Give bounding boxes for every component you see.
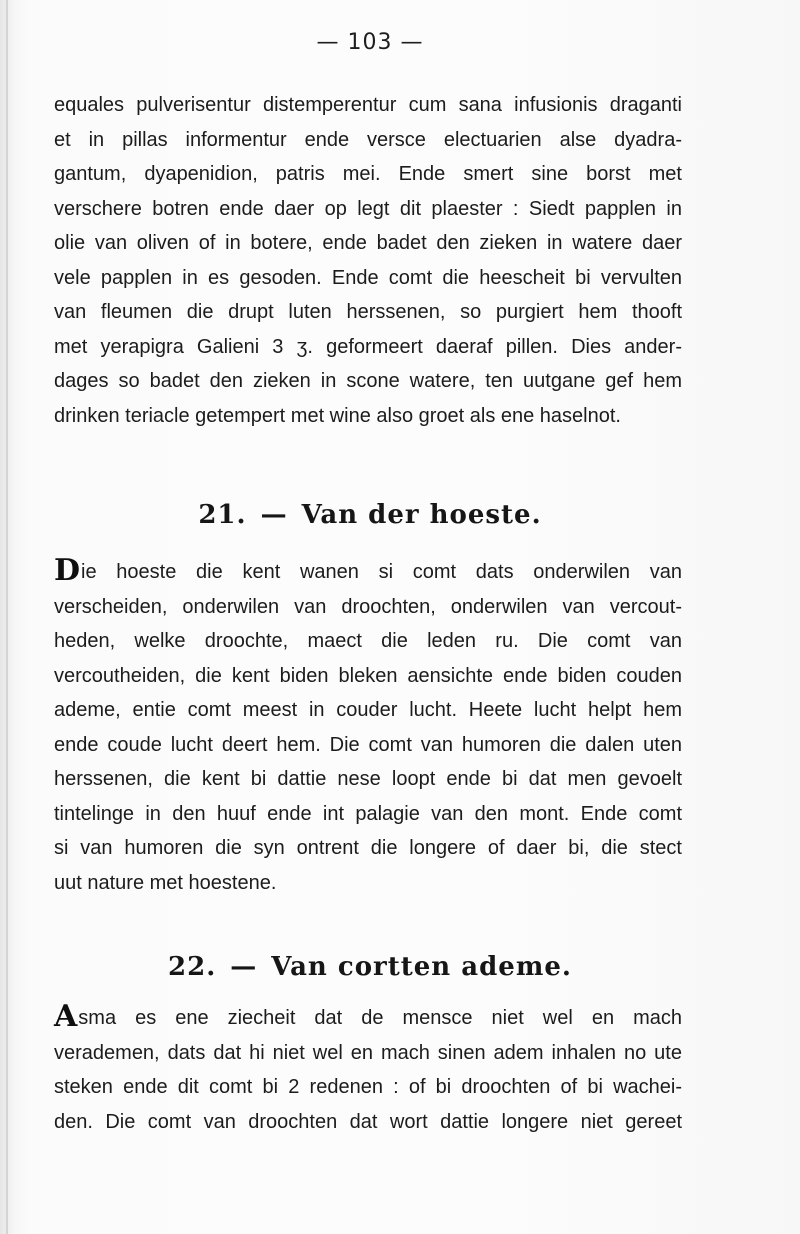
text-line: uut nature met hoestene. bbox=[54, 871, 277, 894]
ornamental-initial: D bbox=[54, 553, 81, 588]
page-number: — 103 — bbox=[316, 30, 424, 55]
paragraph-continued bbox=[54, 88, 682, 433]
text-line: van fleumen die drupt luten herssenen, so purgiert hem thooft bbox=[54, 301, 682, 323]
text-line: verscheiden, onderwilen van droochten, onderwilen van vercout- bbox=[54, 595, 682, 618]
section-title: Van der hoeste. bbox=[301, 500, 542, 530]
text-line: verschere botren ende daer op legt dit plaester : Siedt papplen in bbox=[54, 197, 682, 220]
text-line: vercoutheiden, die kent biden bleken aensichte ende biden couden bbox=[54, 664, 682, 687]
section-title: Van cortten ademe. bbox=[271, 952, 572, 982]
section-body-21 bbox=[54, 555, 682, 900]
section-number: 22. bbox=[168, 952, 217, 982]
text-line: dages so badet den zieken in scone watere, ten uutgane gef hem bbox=[54, 370, 682, 392]
text-line: steken ende dit comt bi 2 redenen : of bi droochten of bi wachei- bbox=[54, 1076, 682, 1098]
first-line-text: ie hoeste die kent wanen si comt dats onderwilen van bbox=[81, 561, 682, 583]
text-line: den. Die comt van droochten dat wort dattie longere niet gereet bbox=[54, 1110, 682, 1133]
text-line: met yerapigra Galieni 3 ʒ. geformeert daeraf pillen. Dies ander- bbox=[54, 335, 682, 358]
text-line: tintelinge in den huuf ende int palagie van den mont. Ende comt bbox=[54, 802, 682, 825]
ornamental-initial: A bbox=[54, 999, 78, 1034]
section-heading-22 bbox=[0, 952, 740, 982]
text-line-first bbox=[54, 555, 682, 590]
text-line: equales pulverisentur distemperentur cum sana infusionis draganti bbox=[54, 94, 682, 116]
text-line: vele papplen in es gesoden. Ende comt die heescheit bi vervulten bbox=[54, 266, 682, 289]
text-line: heden, welke droochte, maect die leden ru. Die comt van bbox=[54, 630, 682, 652]
text-line: ende coude lucht deert hem. Die comt van humoren die dalen uten bbox=[54, 733, 682, 756]
text-line: gantum, dyapenidion, patris mei. Ende smert sine borst met bbox=[54, 163, 682, 185]
section-number: 21. bbox=[198, 500, 247, 530]
text-line: herssenen, die kent bi dattie nese loopt ende bi dat men gevoelt bbox=[54, 768, 682, 790]
text-line-first bbox=[54, 1001, 682, 1036]
text-line: si van humoren die syn ontrent die longere of daer bi, die stect bbox=[54, 837, 682, 859]
section-body-22 bbox=[54, 1001, 682, 1139]
text-line: ademe, entie comt meest in couder lucht. Heete lucht helpt hem bbox=[54, 699, 682, 721]
first-line-text: sma es ene ziecheit dat de mensce niet wel en mach bbox=[78, 1007, 682, 1029]
text-line: et in pillas informentur ende versce electuarien alse dyadra- bbox=[54, 128, 682, 151]
section-heading-21 bbox=[0, 500, 740, 530]
text-line: olie van oliven of in botere, ende badet den zieken in watere daer bbox=[54, 232, 682, 254]
heading-dash: — bbox=[230, 952, 258, 982]
heading-dash: — bbox=[260, 500, 288, 530]
page-binding-edge bbox=[6, 0, 8, 1234]
text-line: verademen, dats dat hi niet wel en mach sinen adem inhalen no ute bbox=[54, 1041, 682, 1064]
text-line: drinken teriacle getempert met wine also groet als ene haselnot. bbox=[54, 404, 621, 427]
